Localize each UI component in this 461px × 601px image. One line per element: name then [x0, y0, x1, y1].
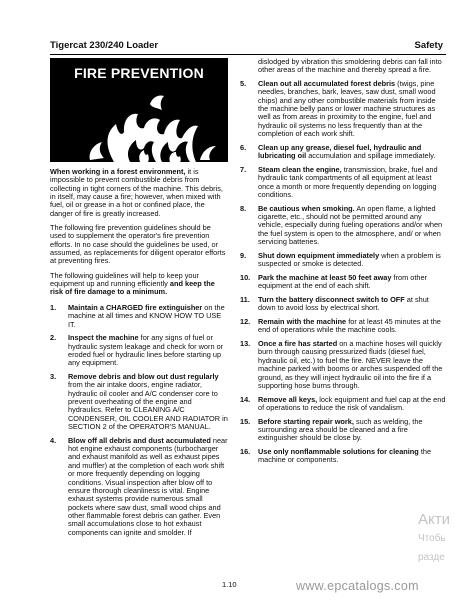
- item-number: 15.: [240, 416, 251, 426]
- item-lead: Shut down equipment immediately: [258, 250, 380, 260]
- item-number: 12.: [240, 317, 251, 327]
- item-text: from the air intake doors, engine radiator, hydraulic oil cooler and A/C condenser core to prevent overheating of the engine and hydraulics. Refer to CLEANING A/C CONDENSER, OIL COOLER AND RADIATOR in SECTION 2 of the OPERATOR'S MANUAL.: [68, 380, 228, 432]
- item-lead: Inspect the machine: [68, 333, 139, 343]
- list-item: [240, 448, 446, 465]
- watermark-line-1: Акти: [418, 511, 450, 528]
- item-text: for at least 45 minutes at the end of operations while the machine cools.: [258, 317, 441, 335]
- purpose-body: The following guidelines will help to keep your equipment up and running efficiently: [50, 270, 200, 289]
- list-item: [50, 373, 228, 431]
- item-text: transmission, brake, fuel and hydraulic tank compartments of all equipment at least once a month or more frequently depending on logging conditions.: [258, 164, 438, 199]
- item-number: 14.: [240, 394, 251, 404]
- item-number: 6.: [240, 142, 247, 152]
- item-number: 5.: [240, 79, 247, 89]
- item-lead: Once a fire has started: [258, 339, 338, 349]
- list-item: [50, 304, 228, 329]
- list-item: [240, 418, 446, 443]
- item-text: near hot engine exhaust components (turbocharger and exhaust manifold as well as exhaust pipes and muffler) at the completion of each work shift or more frequently depending on logging conditions. Visual inspection after blow off to ensure thorough cleanliness is vital. Engine exhaust systems provide numerous small pockets where saw dust, small wood chips and other flammable forest debris can gather. Even small accumulations close to hot exhaust components can ignite and smolder. If: [68, 435, 228, 537]
- item-lead: Remove all keys,: [258, 394, 318, 404]
- watermark-line-3: разде: [418, 552, 445, 563]
- item-number: 13.: [240, 339, 251, 349]
- item-text: (twigs, pine needles, branches, bark, leaves, saw dust, small wood chips) and any other combustible materials from inside the machine belly pans or lower machine structures as well as from areas in proximity to the engine, fuel and hydraulic oil systems no less frequently than at the completion of each work shift.: [258, 79, 436, 139]
- right-column: [240, 58, 446, 465]
- item-lead: Use only nonflammable solutions for cleaning: [258, 447, 419, 457]
- page-header: [50, 40, 445, 54]
- left-list: [50, 304, 228, 537]
- item-number: 11.: [240, 294, 250, 304]
- item-lead: Remain with the machine: [258, 317, 347, 327]
- item-lead: Clean up any grease, diesel fuel, hydraulic and lubricating oil: [258, 142, 422, 161]
- flame-icon: [50, 84, 228, 162]
- header-rule: [50, 54, 446, 55]
- list-item: [240, 296, 446, 313]
- page-number: 1.10: [222, 580, 237, 589]
- fire-prevention-banner: [50, 58, 228, 162]
- item-lead: Park the machine at least 50 feet away: [258, 272, 392, 282]
- list-item: [240, 252, 446, 269]
- list-item: [240, 205, 446, 247]
- item-lead: Steam clean the engine,: [258, 164, 342, 174]
- list-item: [50, 334, 228, 367]
- item-lead: Be cautious when smoking.: [258, 203, 355, 213]
- manual-title: Tigercat 230/240 Loader: [50, 40, 159, 51]
- item-lead: Blow off all debris and dust accumulated: [68, 435, 211, 445]
- list-item-continued: [240, 58, 446, 75]
- item-number: 2.: [50, 333, 57, 343]
- purpose-paragraph: [50, 272, 228, 297]
- item-text: accumulation and spillage immediately.: [306, 151, 436, 161]
- list-item: [240, 274, 446, 291]
- item-text: such as welding, the surrounding area should be cleaned and a fire extinguisher should be close by.: [258, 416, 423, 443]
- item-text: dislodged by vibration this smoldering debris can fall into other areas of the machine and thereby spread a fire.: [258, 57, 442, 75]
- item-number: 1.: [50, 302, 57, 312]
- item-number: 8.: [240, 203, 247, 213]
- item-text: the machine or components.: [258, 447, 432, 465]
- intro-paragraph: [50, 168, 228, 218]
- section-title: Safety: [414, 40, 443, 51]
- item-number: 3.: [50, 372, 57, 381]
- intro-lead: When working in a forest environment,: [50, 167, 186, 176]
- item-text: lock equipment and fuel cap at the end of operations to reduce the risk of vandalism.: [258, 394, 446, 412]
- item-number: 10.: [240, 272, 251, 282]
- item-text: when a problem is suspected or smoke is detected.: [258, 250, 441, 269]
- watermark-site: www.epcatalogs.com: [296, 579, 419, 593]
- item-lead: Before starting repair work,: [258, 416, 354, 426]
- banner-title: FIRE PREVENTION: [74, 65, 204, 81]
- list-item: [240, 166, 446, 199]
- item-text: An open flame, a lighted cigarette, etc., should not be permitted around any vehicle, especially during fueling operations and/or when the fuel system is open to the atmosphere, and/ or when servicing batteries.: [258, 203, 443, 247]
- item-lead: Remove debris and blow out dust regularly: [68, 372, 219, 381]
- list-item: [240, 340, 446, 390]
- list-item: [240, 318, 446, 335]
- item-lead: Clean out all accumulated forest debris: [258, 79, 396, 89]
- list-item: [240, 396, 446, 413]
- item-number: 7.: [240, 164, 247, 174]
- list-item: [50, 437, 228, 537]
- watermark-line-2: Чтобь: [418, 533, 446, 544]
- list-item: [240, 144, 446, 161]
- guidelines-paragraph: The following fire prevention guidelines should be used to supplement the operator's fire prevention efforts. In no case should the guidelines be used, or assumed, as replacements for diligent operator efforts at preventing fires.: [50, 223, 226, 266]
- list-item: [240, 80, 446, 138]
- item-text: for any signs of fuel or hydraulic system leakage and check for worn or eroded fuel or hydraulic lines before starting up any equipment.: [68, 333, 224, 368]
- item-number: 4.: [50, 435, 57, 445]
- item-text: on the machine at all times and KNOW HOW TO USE IT.: [68, 302, 225, 329]
- item-text: at shut down to avoid loss by electrical short.: [258, 294, 429, 313]
- item-number: 9.: [240, 250, 247, 260]
- purpose-emphasis: and keep the risk of fire damage to a minimum.: [50, 279, 215, 297]
- item-text: on a machine hoses will quickly burn through causing pressurized fluids (diesel fuel, hydraulic oil, etc.) to fuel the fire. NEVER leave the machine parked with booms or arches suspended off the ground, as they will inject hydraulic oil into the fire if a supporting hose burns through.: [258, 339, 443, 390]
- item-lead: Turn the battery disconnect switch to OFF: [258, 294, 405, 304]
- item-lead: Maintain a CHARGED fire extinguisher: [68, 302, 203, 312]
- intro-body: it is impossible to prevent combustible debris from collecting in tight corners of the machine. This debris, in itself, may cause a fire; however, when mixed with fuel, oil or grease in a hot or confined place, the danger of fire is greatly increased.: [50, 167, 223, 218]
- item-number: 16.: [240, 447, 251, 457]
- item-text: from other equipment at the end of each shift.: [258, 272, 427, 291]
- left-column: [50, 168, 228, 537]
